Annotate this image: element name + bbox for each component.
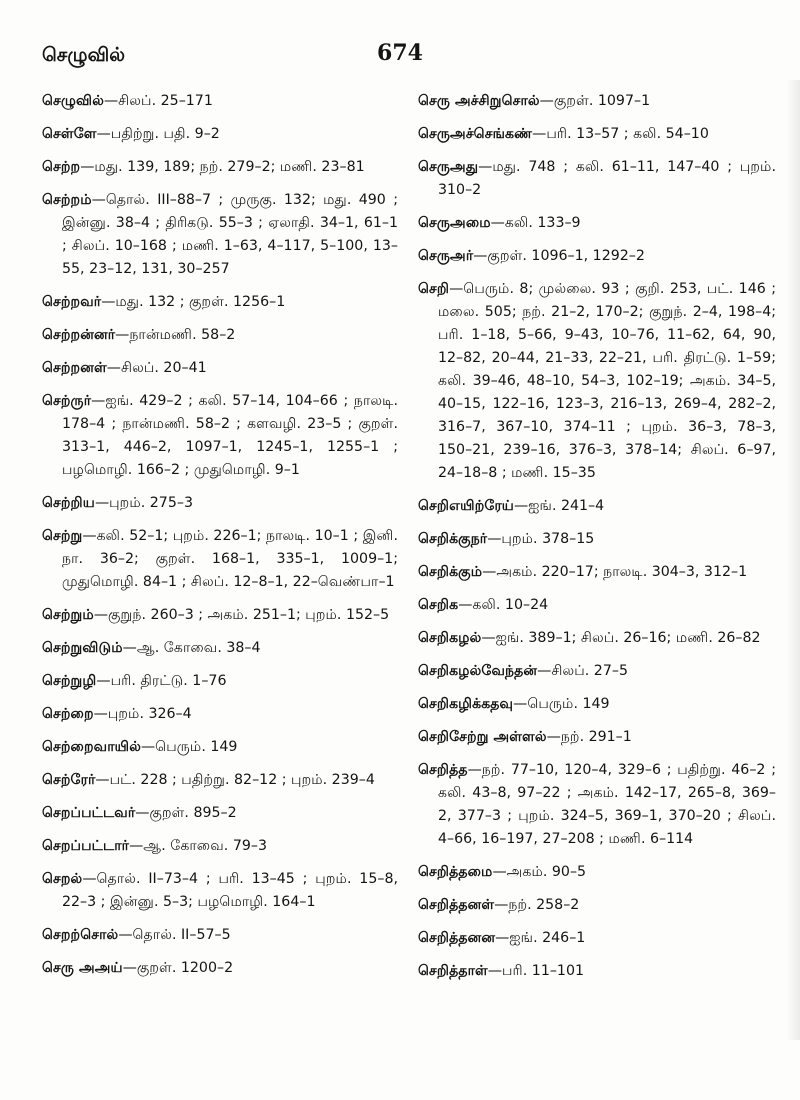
index-entry xyxy=(42,924,398,947)
entry-references: —மது. 139, 189; நற். 279–2; மணி. 23–81 xyxy=(80,159,365,175)
entry-references: —சிலப். 20–41 xyxy=(106,360,207,376)
entry-references: —அகம். 90–5 xyxy=(492,864,587,880)
entry-references: —தொல். II–57–5 xyxy=(118,927,231,943)
entry-headword: செறற்சொல் xyxy=(42,927,119,943)
entry-references: —நற். 258–2 xyxy=(494,897,580,913)
entry-references: —தொல். III–88–7 ; முருகு. 132; மது. 490 ; இன்னு. 38–4 ; திரிகடு. 55–3 ; ஏலாதி. 34–1, 61–1 ; சிலப். 10–168 ; மணி. 1–63, 4–117, 5–100, 13–55, 23–12, 131, 30–257 xyxy=(62,192,398,277)
index-entry xyxy=(418,156,776,202)
entry-references: —பரி. திரட்டு. 1–76 xyxy=(96,673,227,689)
entry-headword: செறல் xyxy=(42,871,83,887)
index-entry xyxy=(42,390,398,482)
entry-references: —குறள். 1096–1, 1292–2 xyxy=(473,248,645,264)
index-entry xyxy=(418,278,776,485)
entry-references: —கலி. 52–1; புறம். 226–1; நாலடி. 10–1 ; இனி. நா. 36–2; குறள். 168–1, 335–1, 1009–1; முதுமொழி. 84–1 ; சிலப். 12–8–1, 22–வெண்பா–1 xyxy=(62,528,398,590)
entry-references: —குறள். 1200–2 xyxy=(122,960,234,976)
index-entry xyxy=(418,627,776,650)
entry-headword: செழுவில் xyxy=(42,93,104,109)
index-entry xyxy=(418,528,776,551)
index-entry xyxy=(418,90,776,113)
index-entry xyxy=(418,212,776,235)
entry-headword: செறிக xyxy=(418,597,459,613)
entry-references: —குறள். 1097–1 xyxy=(539,93,651,109)
index-entry xyxy=(42,525,398,594)
index-entry xyxy=(418,861,776,884)
entry-references: —பெரும். 8; முல்லை. 93 ; குறி. 253, பட். 146 ; மலை. 505; நற். 21–2, 170–2; குறுந். 2–4, 198–4; பரி. 1–18, 5–66, 9–43, 10–76, 11–62, 64, 90, 12–82, 20–44, 21–33, 22–21, பரி. திரட்டு. 1–59; கலி. 39–46, 48–10, 54–3, 102–19; அகம். 34–5, 40–15, 122–16, 123–3, 216–13, 269–4, 282–2, 316–7, 367–10, 374–11 ; புறம். 36–3, 78–3, 150–21, 239–16, 376–3, 378–14; சிலப். 6–97, 24–18–8 ; மணி. 15–35 xyxy=(438,281,776,481)
entry-headword: செறி xyxy=(418,281,450,297)
index-entry xyxy=(42,604,398,627)
index-entry xyxy=(42,670,398,693)
index-entry xyxy=(42,123,398,146)
entry-references: —புறம். 275–3 xyxy=(94,495,193,511)
index-entry xyxy=(418,927,776,950)
index-column-left xyxy=(42,90,398,990)
entry-headword: செரு அஅய் xyxy=(42,960,123,976)
entry-references: —சிலப். 27–5 xyxy=(537,663,628,679)
entry-headword: செரு அச்சிறுசொல் xyxy=(418,93,540,109)
index-entry xyxy=(42,156,398,179)
index-entry xyxy=(42,957,398,980)
entry-headword: செறிசேற்று அள்ளல் xyxy=(418,729,547,745)
entry-references: —குறுந். 260–3 ; அகம். 251–1; புறம். 152–5 xyxy=(93,607,390,623)
entry-references: —ஆ. கோவை. 38–4 xyxy=(122,640,261,656)
index-entry xyxy=(42,637,398,660)
index-entry xyxy=(418,960,776,983)
index-entry xyxy=(42,90,398,113)
entry-headword: செற்றைவாயில் xyxy=(42,739,141,755)
index-entry xyxy=(418,594,776,617)
entry-references: —புறம். 326–4 xyxy=(93,706,192,722)
entry-references: —தொல். II–73–4 ; பரி. 13–45 ; புறம். 15–8, 22–3 ; இன்னு. 5–3; பழமொழி. 164–1 xyxy=(62,871,398,910)
entry-headword: செறித்தனள் xyxy=(418,897,495,913)
entry-headword: செருஅது xyxy=(418,159,479,175)
entry-headword: செற்றம் xyxy=(42,192,92,208)
index-entry xyxy=(42,802,398,825)
entry-references: —ஆ. கோவை. 79–3 xyxy=(129,838,267,854)
entry-references: —ஐங். 241–4 xyxy=(513,498,605,514)
entry-references: —பட். 228 ; பதிற்று. 82–12 ; புறம். 239–4 xyxy=(95,772,375,788)
index-entry xyxy=(418,245,776,268)
index-entry xyxy=(42,189,398,281)
entry-headword: செறிஎயிற்ரேய் xyxy=(418,498,514,514)
index-entry xyxy=(418,561,776,584)
running-head: செழுவில் xyxy=(42,44,125,66)
entry-headword: செள்ளே xyxy=(42,126,97,142)
index-entry xyxy=(42,357,398,380)
entry-headword: செருஅமை xyxy=(418,215,491,231)
entry-references: —புறம். 378–15 xyxy=(487,531,595,547)
entry-references: —நற். 77–10, 120–4, 329–6 ; பதிற்று. 46–2 ; கலி. 43–8, 97–22 ; அகம். 142–17, 265–8, 369–2, 377–3 ; புறம். 324–5, 369–1, 370–20 ; சிலப். 4–66, 16–197, 27–208 ; மணி. 6–114 xyxy=(438,762,776,847)
entry-references: —ஐங். 246–1 xyxy=(495,930,586,946)
entry-references: —பரி. 13–57 ; கலி. 54–10 xyxy=(532,126,709,142)
entry-references: —நற். 291–1 xyxy=(546,729,632,745)
entry-headword: செறித்தாள் xyxy=(418,963,488,979)
entry-references: —அகம். 220–17; நாலடி. 304–3, 312–1 xyxy=(482,564,748,580)
index-entry xyxy=(42,492,398,515)
entry-headword: செறிக்குநர் xyxy=(418,531,488,547)
page-number: 674 xyxy=(377,40,423,66)
entry-headword: செற்றும் xyxy=(42,607,94,623)
entry-references: —பரி. 11–101 xyxy=(487,963,585,979)
index-entry xyxy=(42,703,398,726)
entry-headword: செற்றுவிடும் xyxy=(42,640,123,656)
entry-headword: செற்று xyxy=(42,528,83,544)
index-entry xyxy=(418,759,776,851)
entry-headword: செறிகழல் xyxy=(418,630,482,646)
index-entry xyxy=(42,769,398,792)
entry-references: —குறள். 895–2 xyxy=(135,805,237,821)
entry-references: —சிலப். 25–171 xyxy=(103,93,213,109)
index-entry xyxy=(42,736,398,759)
entry-headword: செருஅர் xyxy=(418,248,474,264)
entry-references: —பெரும். 149 xyxy=(140,739,238,755)
entry-headword: செற்றை xyxy=(42,706,94,722)
entry-headword: செறிகழிக்கதவு xyxy=(418,696,514,712)
index-entry xyxy=(42,835,398,858)
entry-references: —பெரும். 149 xyxy=(513,696,610,712)
entry-headword: செற்ருர் xyxy=(42,393,92,409)
entry-headword: செற்றன்னர் xyxy=(42,327,116,343)
index-entry xyxy=(418,660,776,683)
entry-headword: செற்றவர் xyxy=(42,294,102,310)
entry-headword: செற்றிய xyxy=(42,495,95,511)
entry-references: —பதிற்று. பதி. 9–2 xyxy=(96,126,220,142)
index-entry xyxy=(418,726,776,749)
entry-references: —கலி. 10–24 xyxy=(458,597,549,613)
index-column-right xyxy=(418,90,776,993)
entry-headword: செறிக்கும் xyxy=(418,564,483,580)
index-entry xyxy=(418,123,776,146)
entry-headword: செற்றுழி xyxy=(42,673,97,689)
entry-references: —மது. 132 ; குறள். 1256–1 xyxy=(101,294,286,310)
index-entry xyxy=(42,868,398,914)
index-entry xyxy=(42,324,398,347)
entry-headword: செருஅச்செங்கண் xyxy=(418,126,533,142)
index-entry xyxy=(42,291,398,314)
entry-references: —நான்மணி. 58–2 xyxy=(115,327,236,343)
index-entry xyxy=(418,894,776,917)
entry-headword: செறித்த xyxy=(418,762,468,778)
page-edge-shadow xyxy=(786,80,800,1040)
entry-headword: செற்ற xyxy=(42,159,81,175)
index-entry xyxy=(418,495,776,518)
entry-references: —ஐங். 389–1; சிலப். 26–16; மணி. 26–82 xyxy=(481,630,761,646)
entry-headword: செற்ரேர் xyxy=(42,772,96,788)
entry-headword: செற்றனள் xyxy=(42,360,107,376)
entry-headword: செறப்பட்டவர் xyxy=(42,805,136,821)
entry-references: —ஐங். 429–2 ; கலி. 57–14, 104–66 ; நாலடி. 178–4 ; நான்மணி. 58–2 ; களவழி. 23–5 ; குறள். 313–1, 446–2, 1097–1, 1245–1, 1255–1 ; பழமொழி. 166–2 ; முதுமொழி. 9–1 xyxy=(62,393,398,478)
entry-headword: செறிகழல்வேந்தன் xyxy=(418,663,538,679)
entry-headword: செறப்பட்டார் xyxy=(42,838,130,854)
entry-headword: செறித்தனன xyxy=(418,930,496,946)
entry-headword: செறித்தமை xyxy=(418,864,493,880)
entry-references: —கலி. 133–9 xyxy=(490,215,581,231)
index-entry xyxy=(418,693,776,716)
entry-references: —மது. 748 ; கலி. 61–11, 147–40 ; புறம். 310–2 xyxy=(438,159,776,198)
